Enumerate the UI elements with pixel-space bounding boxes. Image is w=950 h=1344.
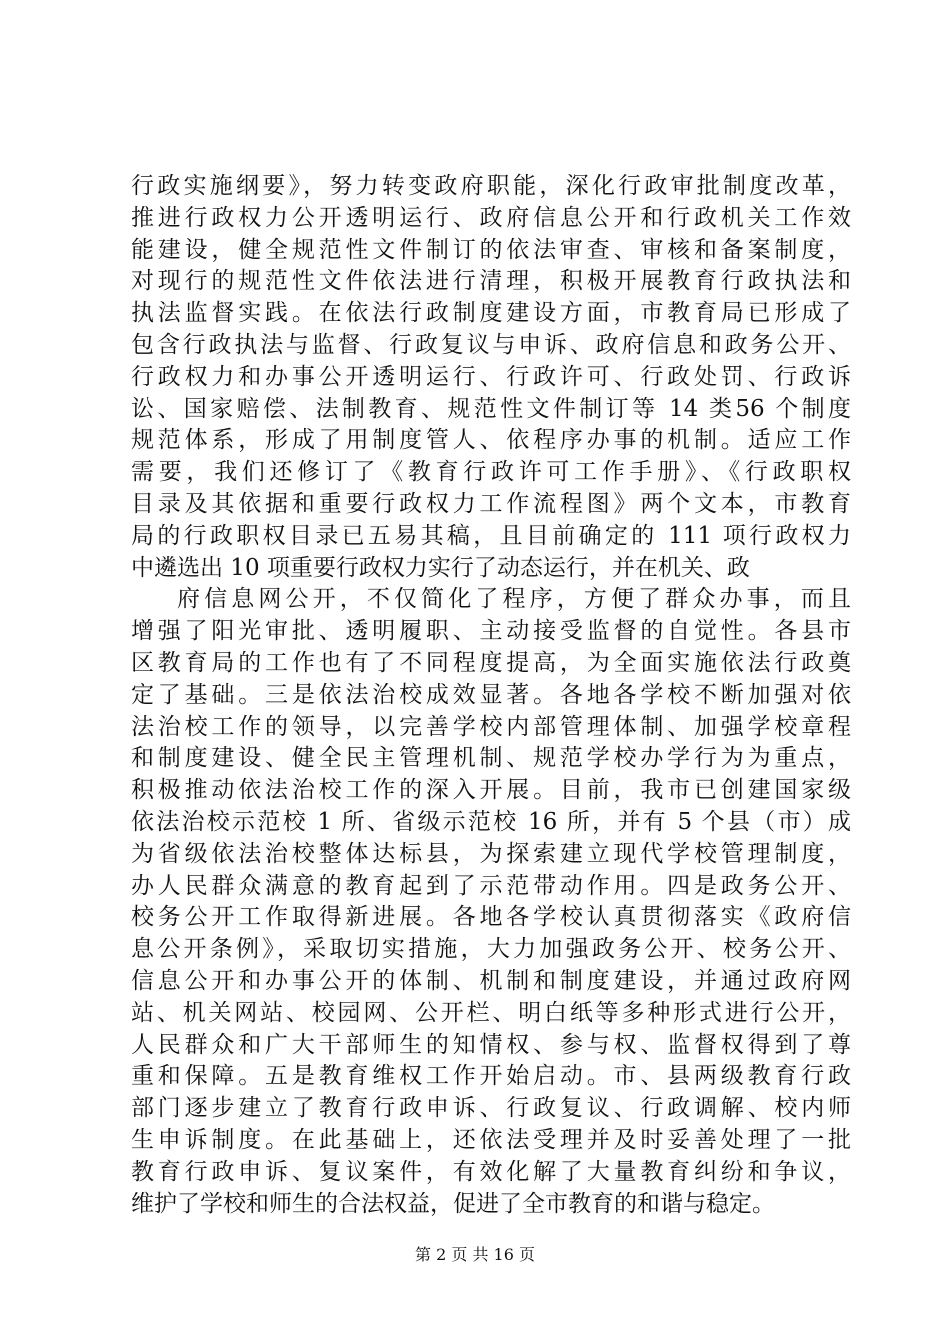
text-line: 校务公开工作取得新进展。各地各学校认真贯彻落实《政府信 bbox=[131, 904, 851, 931]
text-line: 信息公开和办事公开的体制、机制和制度建设，并通过政府网 bbox=[131, 967, 851, 994]
text-line: 人民群众和广大干部师生的知情权、参与权、监督权得到了尊 bbox=[131, 1031, 851, 1058]
text-line: 定了基础。三是依法治校成效显著。各地各学校不断加强对依 bbox=[131, 681, 851, 708]
text-line: 为省级依法治校整体达标县，为探索建立现代学校管理制度， bbox=[131, 840, 851, 867]
text-line: 重和保障。五是教育维权工作开始启动。市、县两级教育行政 bbox=[131, 1063, 851, 1090]
text-line: 办人民群众满意的教育起到了示范带动作用。四是政务公开、 bbox=[131, 872, 851, 899]
text-line: 维护了学校和师生的合法权益，促进了全市教育的和谐与稳定。 bbox=[131, 1190, 775, 1217]
text-line: 增强了阳光审批、透明履职、主动接受监督的自觉性。各县市 bbox=[131, 618, 851, 645]
text-line: 目录及其依据和重要行政权力工作流程图》两个文本，市教育 bbox=[131, 490, 851, 517]
text-line: 规范体系，形成了用制度管人、依程序办事的机制。适应工作 bbox=[131, 427, 851, 454]
text-line: 息公开条例》，采取切实措施，大力加强政务公开、校务公开、 bbox=[131, 936, 851, 963]
text-line: 局的行政职权目录已五易其稿，且目前确定的 111 项行政权力 bbox=[131, 522, 851, 549]
text-line: 生申诉制度。在此基础上，还依法受理并及时妥善处理了一批 bbox=[131, 1126, 851, 1153]
page-footer bbox=[0, 1245, 950, 1265]
paragraph-1 bbox=[131, 171, 851, 584]
text-line: 区教育局的工作也有了不同程度提高，为全面实施依法行政奠 bbox=[131, 649, 851, 676]
text-line: 中遴选出 10 项重要行政权力实行了动态运行，并在机关、政 bbox=[131, 554, 750, 581]
text-line: 推进行政权力公开透明运行、政府信息公开和行政机关工作效 bbox=[131, 204, 851, 231]
text-line: 和制度建设、健全民主管理机制、规范学校办学行为为重点， bbox=[131, 745, 851, 772]
text-line: 行政权力和办事公开透明运行、行政许可、行政处罚、行政诉 bbox=[131, 363, 851, 390]
text-line: 执法监督实践。在依法行政制度建设方面，市教育局已形成了 bbox=[131, 300, 851, 327]
text-line: 对现行的规范性文件依法进行清理，积极开展教育行政执法和 bbox=[131, 268, 851, 295]
text-line: 部门逐步建立了教育行政申诉、行政复议、行政调解、校内师 bbox=[131, 1095, 851, 1122]
paragraph-2 bbox=[131, 584, 851, 1220]
text-line: 教育行政申诉、复议案件，有效化解了大量教育纠纷和争议， bbox=[131, 1158, 851, 1185]
text-line: 站、机关网站、校园网、公开栏、明白纸等多种形式进行公开， bbox=[131, 999, 851, 1026]
text-line: 法治校工作的领导，以完善学校内部管理体制、加强学校章程 bbox=[131, 713, 851, 740]
text-line: 包含行政执法与监督、行政复议与申诉、政府信息和政务公开、 bbox=[131, 331, 851, 358]
text-line: 积极推动依法治校工作的深入开展。目前，我市已创建国家级 bbox=[131, 777, 851, 804]
page-number: 第 2 页 共 16 页 bbox=[415, 1245, 535, 1264]
text-line: 府信息网公开，不仅简化了程序，方便了群众办事，而且 bbox=[177, 586, 851, 613]
text-line: 依法治校示范校 1 所、省级示范校 16 所，并有 5 个县（市）成 bbox=[131, 808, 851, 835]
text-line: 行政实施纲要》，努力转变政府职能，深化行政审批制度改革， bbox=[131, 173, 851, 199]
text-line: 讼、国家赔偿、法制教育、规范性文件制订等 14 类56 个制度 bbox=[131, 395, 851, 422]
text-line: 能建设，健全规范性文件制订的依法审查、审核和备案制度， bbox=[131, 236, 851, 263]
text-line: 需要，我们还修订了《教育行政许可工作手册》、《行政职权 bbox=[131, 459, 851, 486]
body-text bbox=[131, 171, 851, 1220]
